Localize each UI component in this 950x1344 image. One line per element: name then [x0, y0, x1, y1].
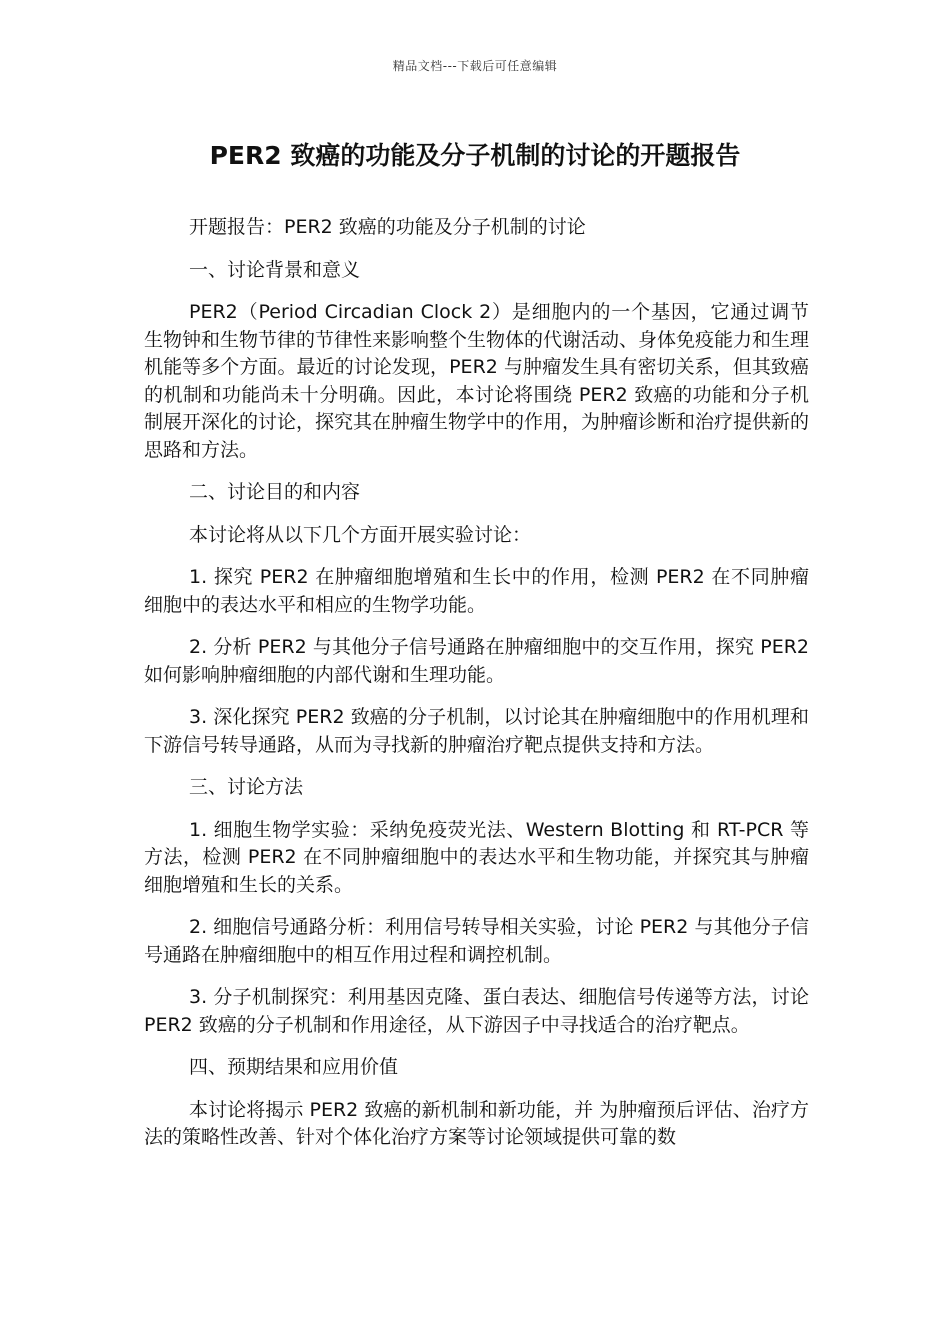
list-item-method-1: 1. 细胞生物学实验：采纳免疫荧光法、Western Blotting 和 RT-PCR 等方法，检测 PER2 在不同肿瘤细胞中的表达水平和生物功能，并探究其与肿瘤细胞增殖和生长的关系。	[144, 818, 809, 896]
section-heading-objectives: 二、讨论目的和内容	[189, 481, 361, 503]
header-note: 精品文档---下载后可任意编辑	[392, 59, 558, 73]
section-heading-methods: 三、讨论方法	[189, 776, 304, 798]
list-item-objective-3: 3. 深化探究 PER2 致癌的分子机制，以讨论其在肿瘤细胞中的作用机理和下游信号转导通路，从而为寻找新的肿瘤治疗靶点提供支持和方法。	[144, 706, 809, 756]
paragraph-objectives-intro: 本讨论将从以下几个方面开展实验讨论：	[189, 523, 532, 546]
list-item-method-3: 3. 分子机制探究：利用基因克隆、蛋白表达、细胞信号传递等方法，讨论 PER2 致癌的分子机制和作用途径，从下游因子中寻找适合的治疗靶点。	[144, 986, 809, 1036]
list-item-method-2: 2. 细胞信号通路分析：利用信号转导相关实验，讨论 PER2 与其他分子信号通路在肿瘤细胞中的相互作用过程和调控机制。	[144, 916, 809, 966]
section-heading-results: 四、预期结果和应用价值	[189, 1056, 399, 1078]
paragraph-intro: 开题报告：PER2 致癌的功能及分子机制的讨论	[189, 216, 586, 238]
section-heading-background: 一、讨论背景和意义	[189, 258, 361, 281]
document-title: PER2 致癌的功能及分子机制的讨论的开题报告	[209, 141, 741, 170]
list-item-objective-2: 2. 分析 PER2 与其他分子信号通路在肿瘤细胞中的交互作用，探究 PER2 如何影响肿瘤细胞的内部代谢和生理功能。	[144, 636, 809, 686]
paragraph-background: PER2（Period Circadian Clock 2）是细胞内的一个基因，它通过调节生物钟和生物节律的节律性来影响整个生物体的代谢活动、身体免疫能力和生理机能等多个方面。最近的讨论发现，PER2 与肿瘤发生具有密切关系，但其致癌的机制和功能尚未十分明确。因此，本讨论将围绕 PER2 致癌的功能和分子机制展开深化的讨论，探究其在肿瘤生物学中的作用，为肿瘤诊断和治疗提供新的思路和方法。	[144, 301, 810, 461]
paragraph-results: 本讨论将揭示 PER2 致癌的新机制和新功能，并 为肿瘤预后评估、治疗方法的策略性改善、针对个体化治疗方案等讨论领域提供可靠的数	[144, 1098, 809, 1148]
document-body	[144, 214, 809, 1167]
list-item-objective-1: 1. 探究 PER2 在肿瘤细胞增殖和生长中的作用，检测 PER2 在不同肿瘤细胞中的表达水平和相应的生物学功能。	[144, 566, 809, 616]
